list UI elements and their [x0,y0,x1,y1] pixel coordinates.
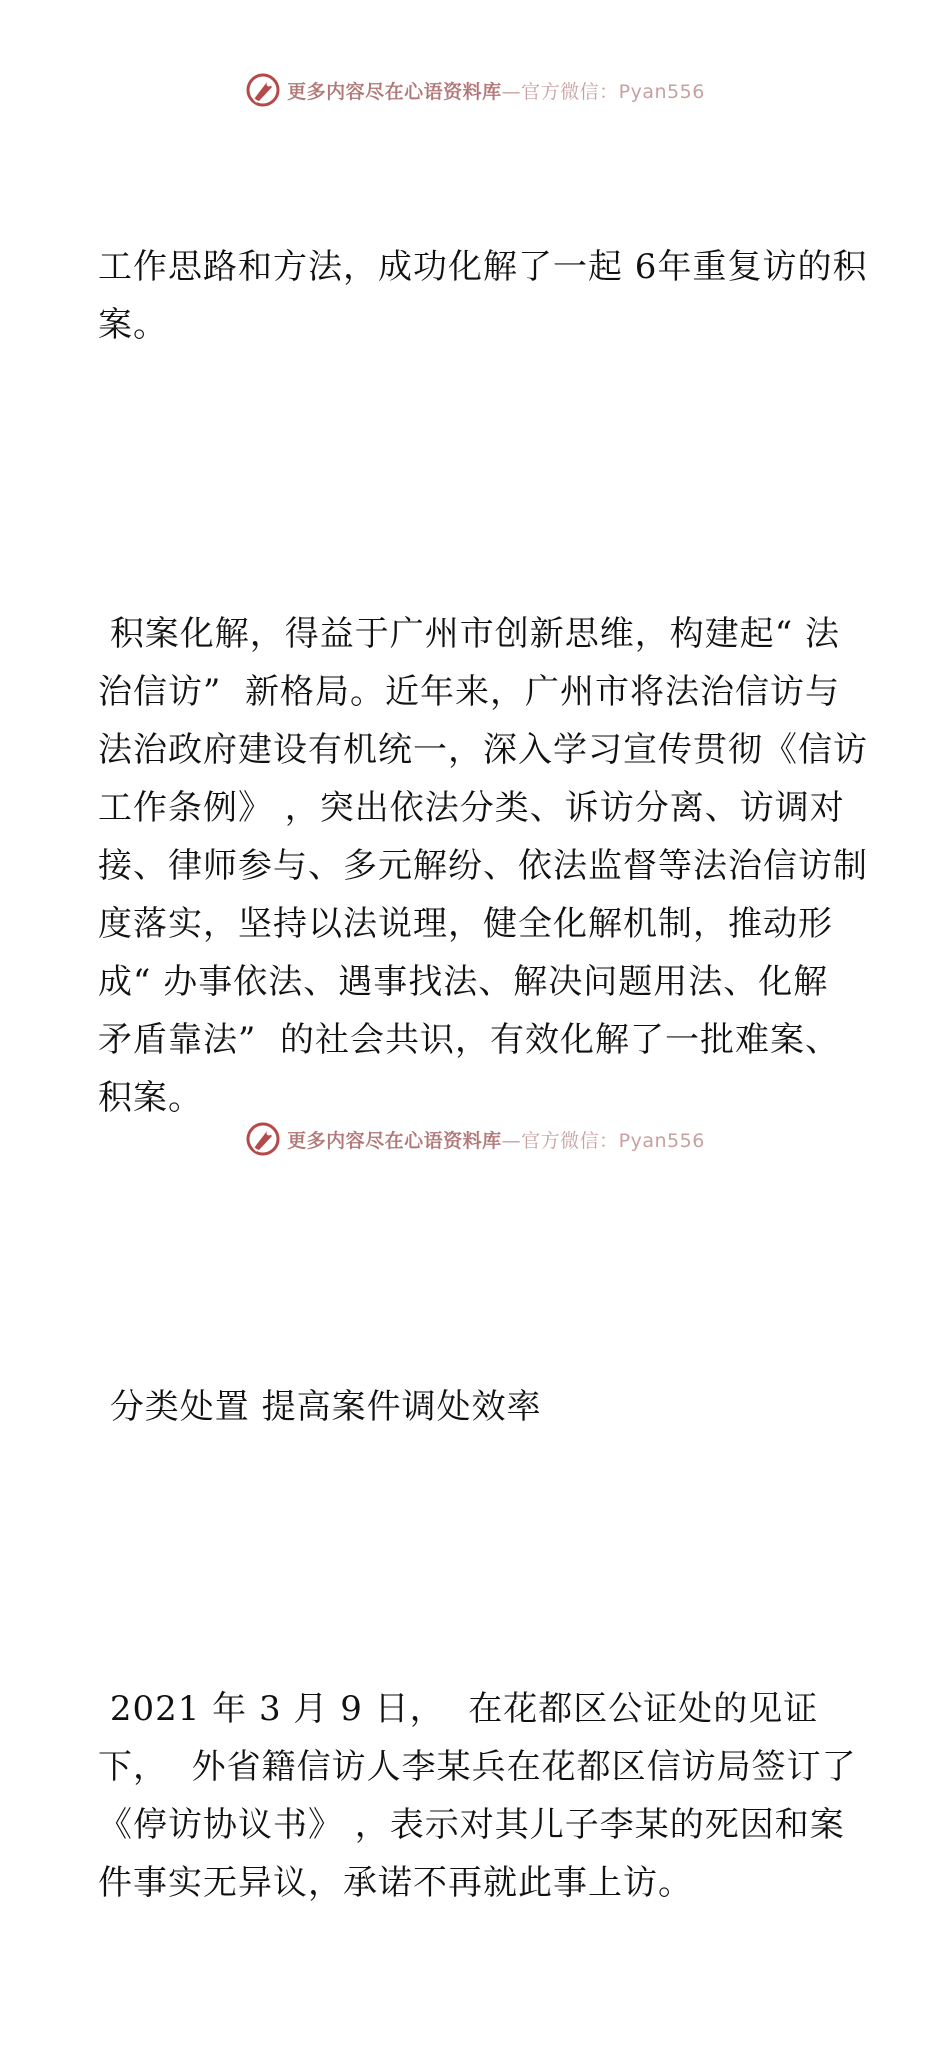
document-body [98,122,868,2047]
watermark-footer [0,1119,950,1159]
text-line: 度落实，坚持以法说理，健全化解机制，推动形 [98,904,833,944]
pen-logo-icon [245,1121,281,1157]
text-line: 矛盾靠法” 的社会共识，有效化解了一批难案、 [98,1020,840,1060]
text-line: 工作条例》 ，突出依法分类、诉访分离、访调对 [98,788,845,828]
watermark-header [0,70,950,110]
text-line: 积案。 [98,1078,203,1118]
text-line: 《停访协议书》 ，表示对其儿子李某的死因和案 [98,1805,845,1845]
text-line: 治信访” 新格局。近年来，广州市将法治信访与 [98,672,840,712]
text-line: 案。 [98,305,168,345]
text-line: 法治政府建设有机统一，深入学习宣传贯彻《信访 [98,730,868,770]
text-line: 接、律师参与、多元解纷、依法监督等法治信访制 [98,846,868,886]
text-line: 成“ 办事依法、遇事找法、解决问题用法、化解 [98,962,829,1002]
text-line: 件事实无异议，承诺不再就此事上访。 [98,1863,693,1903]
watermark-text: 更多内容尽在心语资料库—官方微信：Pyan556 [287,80,705,103]
text-line: 工作思路和方法，成功化解了一起 6年重复访的积 [98,247,868,287]
paragraph-3 [98,1564,868,2028]
paragraph-1 [98,122,868,470]
text-line: 2021 年 3 月 9 日， 在花都区公证处的见证 [98,1689,819,1729]
heading-text: 分类处置 提高案件调处效率 [98,1387,542,1427]
text-line: 下， 外省籍信访人李某兵在花都区信访局签订了 [98,1747,857,1787]
text-line: 积案化解，得益于广州市创新思维，构建起“ 法 [98,614,841,654]
pen-logo-icon [245,72,281,108]
section-heading [98,1262,868,1552]
watermark-text: 更多内容尽在心语资料库—官方微信：Pyan556 [287,1129,705,1152]
